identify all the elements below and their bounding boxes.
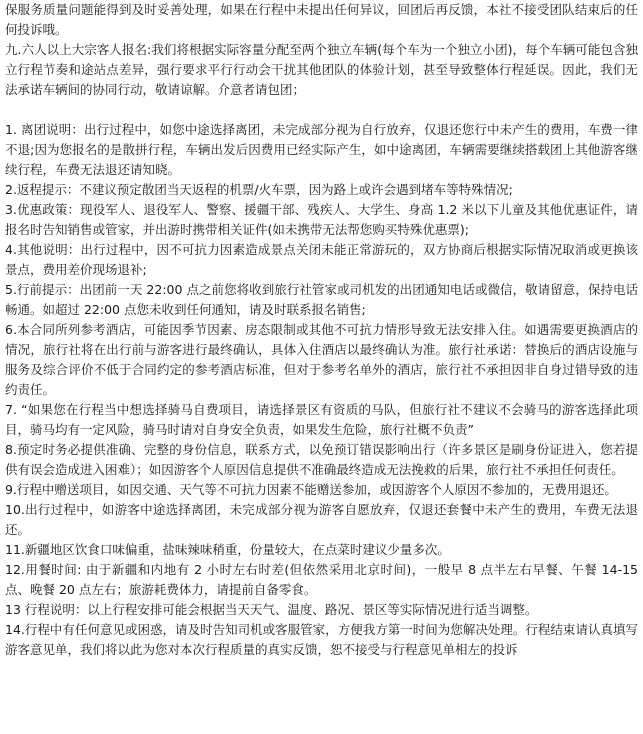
item-14-feedback: 14.行程中有任何意见或困惑，请及时告知司机或客服管家，方便我方第一时间为您解决处理。行程结束请认真填写游客意见单，我们将以此为您对本次行程质量的真实反馈，恕不接受与行程意见单相左的投诉: [5, 622, 638, 657]
intro-paragraph: 保服务质量问题能得到及时妥善处理，如果在行程中未提出任何异议，回团后再反馈，本社不接受团队结束后的任何投诉哦。: [5, 2, 638, 37]
item-7-horse-riding: 7. “如果您在行程当中想选择骑马自费项目，请选择景区有资质的马队，但旅行社不建议不会骑马的游客选择此项目，骑马均有一定风险，骑马时请对自身安全负责，如果发生危险，旅行社概不负责”: [5, 402, 638, 437]
item-6-hotel-policy: 6.本合同所列参考酒店，可能因季节因素、房态限制或其他不可抗力情形导致无法安排入住。如遇需要更换酒店的情况，旅行社将在出行前与游客进行最终确认，具体入住酒店以最终确认为准。旅行社承诺：替换后的酒店设施与服务及综合评价不低于合同约定的参考酒店标准，但对于参考名单外的酒店，旅行社不承担因非自身过错导致的违约责任。: [5, 322, 638, 397]
item-2-return-tip: 2.返程提示：不建议预定散团当天返程的机票/火车票，因为路上或许会遇到堵车等特殊情况;: [5, 182, 513, 197]
blank-line: [5, 100, 638, 120]
item-8-identity-info: 8.预定时务必提供准确、完整的身份信息，联系方式，以免预订错误影响出行（许多景区是刷身份证进入，您若提供有误会造成进入困难）；如因游客个人原因信息提供不准确最终造成无法挽救的后果，旅行社不承担任何责任。: [5, 442, 638, 477]
item-13-itinerary-note: 13 行程说明：以上行程安排可能会根据当天天气、温度、路况、景区等实际情况进行适当调整。: [5, 602, 538, 617]
item-4-other-notes: 4.其他说明：出行过程中，因不可抗力因素造成景点关闭未能正常游玩的，双方协商后根据实际情况取消或更换该景点，费用差价现场退补;: [5, 242, 638, 277]
item-11-food-taste: 11.新疆地区饮食口味偏重，盐味辣味稍重，份量较大，在点菜时建议少量多次。: [5, 542, 450, 557]
document-body: [5, 0, 638, 660]
item-10-midway-leave: 10.出行过程中，如游客中途选择离团，未完成部分视为游客自愿放弃，仅退还套餐中未产生的费用，车费无法退还。: [5, 502, 638, 537]
group-booking-note: 九.六人以上大宗客人报名:我们将根据实际容量分配至两个独立车辆(每个车为一个独立小团)，每个车辆可能包含独立行程节奏和途站点差异，强行要求平行行动会干扰其他团队的体验计划，甚至导致整体行程延误。因此，我们无法承诺车辆间的协同行动，敬请谅解。介意者请包团；: [5, 42, 638, 97]
item-1-leave-group: 1. 离团说明：出行过程中，如您中途选择离团，未完成部分视为自行放弃，仅退还您行中未产生的费用，车费一律不退;因为您报名的是散拼行程，车辆出发后因费用已经实际产生，如中途离团，车辆需要继续搭载团上其他游客继续行程，车费无法退还请知晓。: [5, 122, 638, 177]
item-3-discount-policy: 3.优惠政策：现役军人、退役军人、警察、援疆干部、残疾人、大学生、身高 1.2 米以下儿童及其他优惠证件，请报名时告知销售或管家，并出游时携带相关证件(如未携带无法帮您购买特殊优惠票);: [5, 202, 638, 237]
item-5-pre-trip-tip: 5.行前提示：出团前一天 22:00 点之前您将收到旅行社管家或司机发的出团通知电话或微信，敬请留意，保持电话畅通。如超过 22:00 点您未收到任何通知，请及时联系报名销售;: [5, 282, 638, 317]
item-9-gift-items: 9.行程中赠送项目，如因交通、天气等不可抗力因素不能赠送参加，或因游客个人原因不参加的，无费用退还。: [5, 482, 617, 497]
item-12-meal-time: 12.用餐时间: 由于新疆和内地有 2 小时左右时差(但依然采用北京时间)，一般早 8 点半左右早餐、午餐 14-15 点、晚餐 20 点左右；旅游耗费体力，请提前自备零食。: [5, 562, 638, 597]
